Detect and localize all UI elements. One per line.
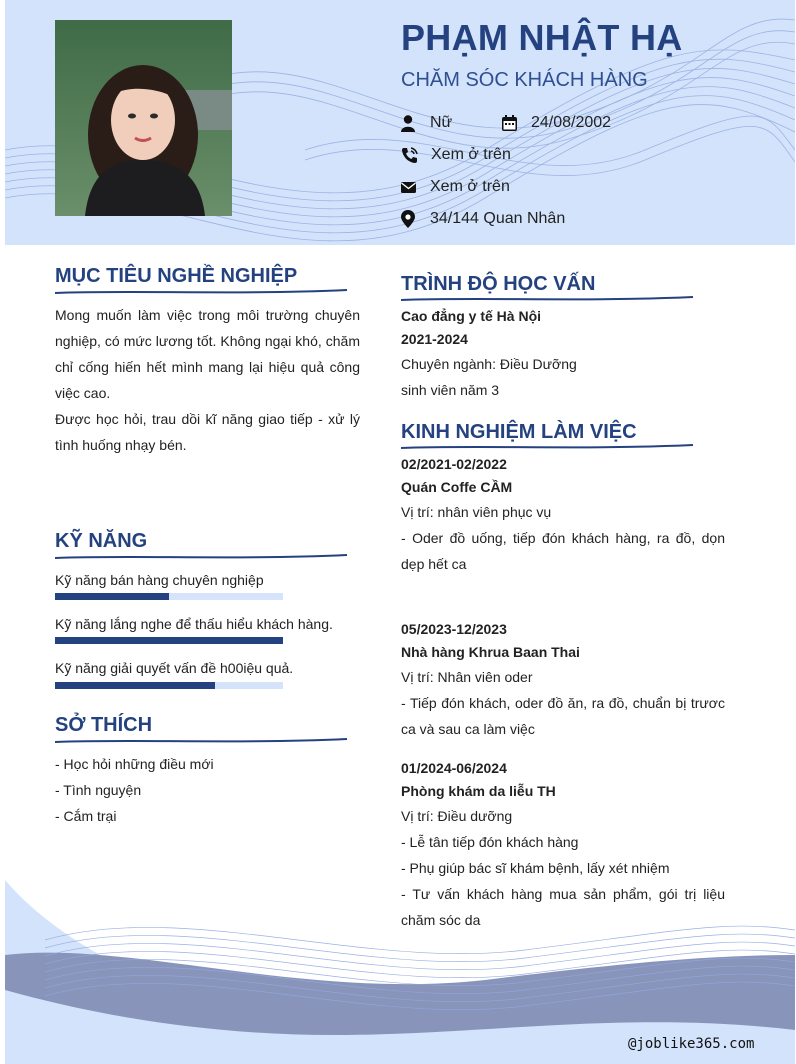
objective-title: MỤC TIÊU NGHỀ NGHIỆP — [55, 265, 298, 287]
education-title: TRÌNH ĐỘ HỌC VẤN — [401, 273, 596, 295]
skill-bar — [55, 637, 283, 644]
address-value: 34/144 Quan Nhân — [430, 210, 566, 227]
skill-bar-fill — [55, 682, 215, 689]
job-position: Vị trí: nhân viên phục vụ — [401, 504, 552, 520]
skill-bar — [55, 593, 283, 600]
job-detail: - Phụ giúp bác sĩ khám bệnh, lấy xét nhiệm — [401, 860, 670, 876]
person-icon — [401, 115, 417, 132]
job-position: Vị trí: Điều dưỡng — [401, 808, 513, 824]
skills-title: KỸ NĂNG — [55, 530, 148, 552]
skill-bar-fill — [55, 593, 169, 600]
job-company: Nhà hàng Khrua Baan Thai — [401, 644, 580, 660]
candidate-name: PHẠM NHẬT HẠ — [401, 17, 683, 58]
footer-wave-decoration — [5, 860, 795, 1064]
job-period: 02/2021-02/2022 — [401, 456, 507, 472]
experience-title: KINH NGHIỆM LÀM VIỆC — [401, 421, 637, 443]
skills-underline — [55, 553, 350, 561]
hobby-item: - Cắm trại — [55, 808, 117, 824]
location-pin-icon — [401, 210, 417, 228]
email-row — [401, 178, 510, 196]
skill-label: Kỹ năng bán hàng chuyên nghiệp — [55, 572, 264, 588]
job-detail: - Tư vấn khách hàng mua sản phẩm, gói trị liệu chăm sóc da — [401, 886, 725, 928]
education-years: 2021-2024 — [401, 331, 468, 347]
education-note: sinh viên năm 3 — [401, 382, 500, 398]
objective-text-1: Mong muốn làm việc trong môi trường chuyên nghiệp, có mức lương tốt. Không ngại khó, chăm chỉ cống hiến hết mình mang lại hiệu quả công việc cao. — [55, 307, 360, 401]
education-major: Chuyên ngành: Điều Dưỡng — [401, 356, 577, 372]
job-position: Vị trí: Nhân viên oder — [401, 669, 533, 685]
watermark: @joblike365.com — [628, 1036, 755, 1052]
skill-bar-fill — [55, 637, 283, 644]
address-row — [401, 210, 565, 228]
calendar-icon — [502, 115, 518, 132]
education-underline — [401, 295, 696, 303]
phone-value: Xem ở trên — [431, 146, 511, 163]
birthdate-row — [502, 114, 611, 132]
candidate-role: CHĂM SÓC KHÁCH HÀNG — [401, 69, 648, 91]
skill-label: Kỹ năng giải quyết vấn đề h00iệu quả. — [55, 660, 294, 676]
job-detail: - Tiếp đón khách, oder đồ ăn, ra đồ, chuẩn bị trươc ca và sau ca làm việc — [401, 695, 725, 737]
hobby-item: - Tình nguyện — [55, 782, 142, 798]
skill-label: Kỹ năng lắng nghe để thấu hiểu khách hàng. — [55, 616, 333, 632]
envelope-icon — [401, 179, 417, 196]
birthdate-value: 24/08/2002 — [531, 114, 612, 131]
hobbies-title: SỞ THÍCH — [55, 714, 153, 736]
hobbies-underline — [55, 737, 350, 745]
phone-row — [401, 146, 511, 164]
gender-value: Nữ — [430, 114, 453, 131]
gender-row — [401, 114, 452, 132]
job-detail: - Lễ tân tiếp đón khách hàng — [401, 834, 579, 850]
objective-underline — [55, 288, 350, 296]
experience-underline — [401, 443, 696, 451]
phone-icon — [401, 147, 418, 164]
job-period: 05/2023-12/2023 — [401, 621, 507, 637]
email-value: Xem ở trên — [430, 178, 510, 195]
job-company: Phòng khám da liễu TH — [401, 783, 556, 799]
education-school: Cao đẳng y tế Hà Nội — [401, 308, 542, 324]
skill-bar — [55, 682, 283, 689]
job-company: Quán Coffe CẦM — [401, 479, 513, 495]
job-period: 01/2024-06/2024 — [401, 760, 507, 776]
job-detail: - Oder đồ uống, tiếp đón khách hàng, ra đồ, dọn dẹp hết ca — [401, 530, 725, 572]
profile-photo — [55, 20, 232, 216]
objective-text-2: Được học hỏi, trau dồi kĩ năng giao tiếp - xử lý tình huống nhạy bén. — [55, 411, 360, 453]
hobby-item: - Học hỏi những điều mới — [55, 756, 214, 772]
